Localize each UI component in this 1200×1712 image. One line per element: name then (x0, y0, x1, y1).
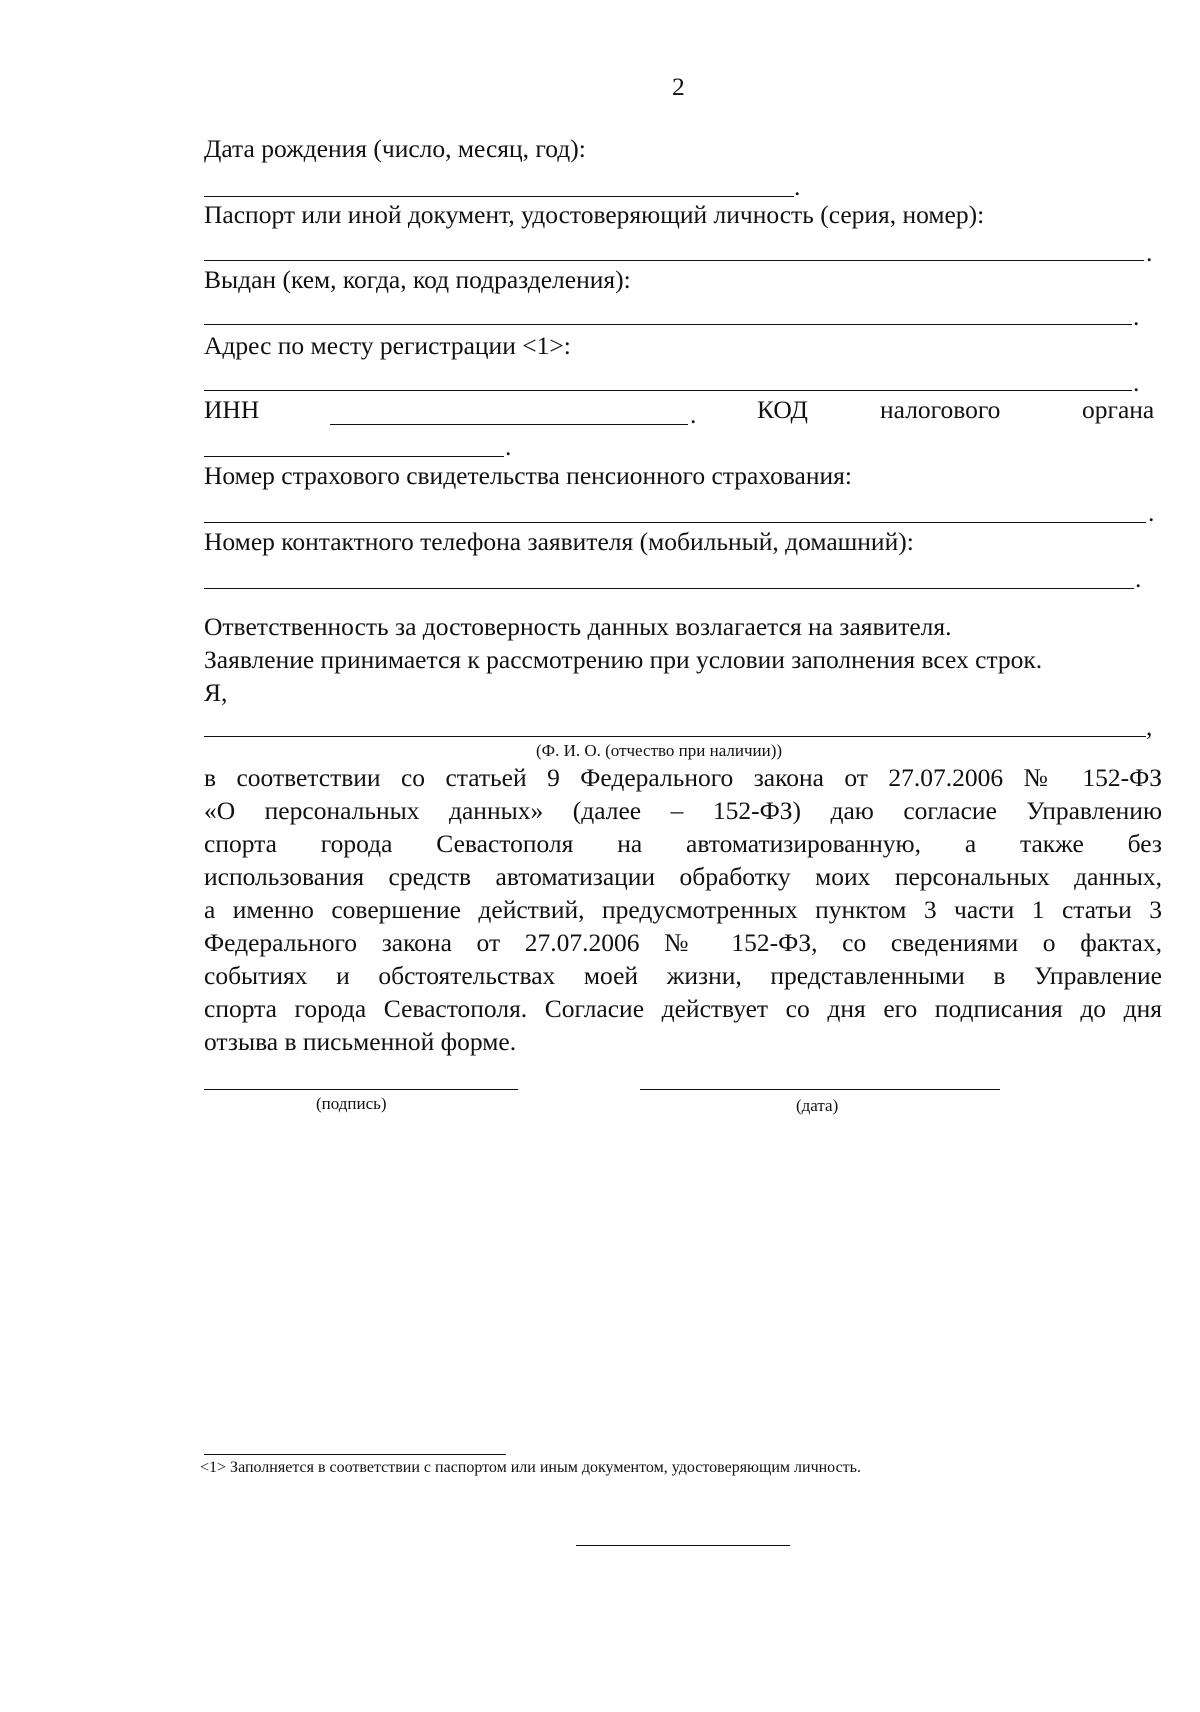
fio-caption: (Ф. И. О. (отчество при наличии)) (536, 741, 783, 760)
bottom-rule (576, 1545, 790, 1546)
consent-line: спорта города Севастополя на автоматизированную, а также без (204, 829, 1162, 858)
page-number: 2 (672, 72, 685, 101)
line-end-dot: . (794, 172, 801, 201)
phone-line[interactable] (204, 588, 1134, 589)
consent-line: в соответствии со статьей 9 Федерального закона от 27.07.2006 № 152-ФЗ (204, 763, 1162, 792)
acceptance-note: Заявление принимается к рассмотрению при условии заполнения всех строк. (204, 645, 1043, 674)
ya-label: Я, (204, 678, 228, 707)
inn-line[interactable] (330, 424, 688, 425)
phone-label: Номер контактного телефона заявителя (мобильный, домашний): (204, 527, 914, 556)
signature-caption: (подпись) (316, 1094, 387, 1113)
inn-label: ИНН (204, 395, 260, 424)
consent-line: спорта города Севастополя. Согласие действует со дня его подписания до дня (204, 994, 1162, 1023)
tax-code-word-2: налогового (880, 395, 1001, 424)
line-end-dot: . (1133, 302, 1140, 331)
issued-line[interactable] (204, 324, 1132, 325)
consent-line: отзыва в письменной форме. (204, 1027, 517, 1056)
passport-label: Паспорт или иной документ, удостоверяющий личность (серия, номер): (204, 200, 985, 229)
address-line[interactable] (204, 390, 1132, 391)
consent-line: «О персональных данных» (далее – 152-ФЗ) даю согласие Управлению (204, 796, 1162, 825)
line-end-dot: . (1148, 498, 1155, 527)
date-caption: (дата) (796, 1096, 839, 1115)
line-end-dot: . (1146, 238, 1153, 267)
consent-line: а именно совершение действий, предусмотренных пунктом 3 части 1 статьи 3 (204, 895, 1162, 924)
insurance-line[interactable] (204, 522, 1146, 523)
footnote: <1> Заполняется в соответствии с паспортом или иным документом, удостоверяющим личность. (200, 1459, 861, 1476)
line-end-dot: . (505, 432, 512, 461)
responsibility-note: Ответственность за достоверность данных возлагается на заявителя. (204, 612, 952, 641)
tax-code-line[interactable] (204, 456, 504, 457)
line-end-comma: , (1146, 712, 1153, 741)
tax-code-word-3: органа (1082, 395, 1155, 424)
signature-line[interactable] (204, 1089, 518, 1090)
passport-line[interactable] (204, 260, 1144, 261)
tax-code-word-1: КОД (757, 395, 808, 424)
birth-date-line[interactable] (204, 196, 794, 197)
consent-line: Федерального закона от 27.07.2006 № 152-ФЗ, со сведениями о фактах, (204, 928, 1162, 957)
date-line[interactable] (640, 1089, 1000, 1090)
insurance-label: Номер страхового свидетельства пенсионного страхования: (204, 461, 852, 490)
consent-line: событиях и обстоятельствах моей жизни, представленными в Управление (204, 961, 1162, 990)
footnote-separator (204, 1454, 506, 1455)
birth-date-label: Дата рождения (число, месяц, год): (204, 134, 586, 163)
line-end-dot: . (690, 400, 697, 429)
line-end-dot: . (1135, 564, 1142, 593)
issued-label: Выдан (кем, когда, код подразделения): (204, 265, 631, 294)
fio-line[interactable] (204, 736, 1146, 737)
address-label: Адрес по месту регистрации <1>: (204, 331, 571, 360)
line-end-dot: . (1133, 368, 1140, 397)
consent-line: использования средств автоматизации обработку моих персональных данных, (204, 862, 1162, 891)
